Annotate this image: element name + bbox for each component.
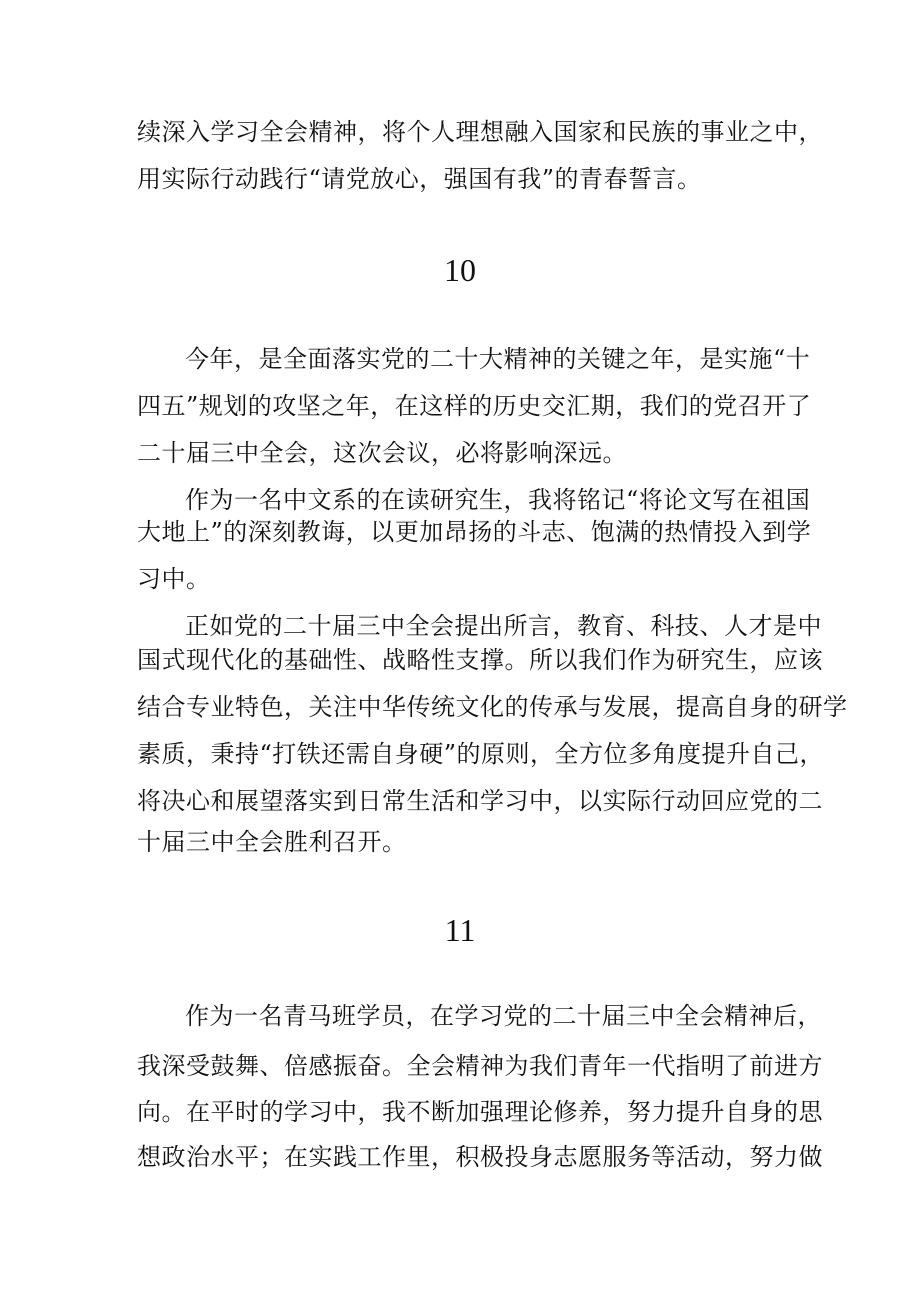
body-text-line: 想政治水平；在实践工作里，积极投身志愿服务等活动，努力做 <box>137 1143 823 1171</box>
body-text-line: 素质，秉持“打铁还需自身硬”的原则，全方位多角度提升自己， <box>137 740 825 768</box>
body-text-line: 国式现代化的基础性、战略性支撑。所以我们作为研究生，应该 <box>137 646 823 674</box>
body-text-line: 作为一名青马班学员，在学习党的二十届三中全会精神后， <box>185 1002 822 1030</box>
body-text-line: 习中。 <box>137 565 211 593</box>
body-text-line: 结合专业特色，关注中华传统文化的传承与发展，提高自身的研学 <box>137 693 848 721</box>
body-text-line: 续深入学习全会精神，将个人理想融入国家和民族的事业之中， <box>137 118 823 146</box>
section-number: 11 <box>444 912 476 948</box>
body-text-line: 向。在平时的学习中，我不断加强理论修养，努力提升自身的思 <box>137 1098 823 1126</box>
body-text-line: 将决心和展望落实到日常生活和学习中，以实际行动回应党的二 <box>137 787 823 815</box>
section-number: 10 <box>444 252 476 288</box>
body-text-line: 大地上”的深刻教诲，以更加昂扬的斗志、饱满的热情投入到学 <box>137 518 812 546</box>
body-text-line: 十届三中全会胜利召开。 <box>137 828 407 856</box>
body-text-line: 我深受鼓舞、倍感振奋。全会精神为我们青年一代指明了前进方 <box>137 1052 823 1080</box>
body-text-line: 用实际行动践行“请党放心，强国有我”的青春誓言。 <box>137 165 702 193</box>
body-text-line: 正如党的二十届三中全会提出所言，教育、科技、人才是中 <box>185 612 822 640</box>
body-text-line: 四五”规划的攻坚之年，在这样的历史交汇期，我们的党召开了 <box>137 392 812 420</box>
body-text-line: 二十届三中全会，这次会议，必将影响深远。 <box>137 439 627 467</box>
body-text-line: 今年，是全面落实党的二十大精神的关键之年，是实施“十 <box>185 345 811 373</box>
body-text-line: 作为一名中文系的在读研究生，我将铭记“将论文写在祖国 <box>185 486 811 514</box>
